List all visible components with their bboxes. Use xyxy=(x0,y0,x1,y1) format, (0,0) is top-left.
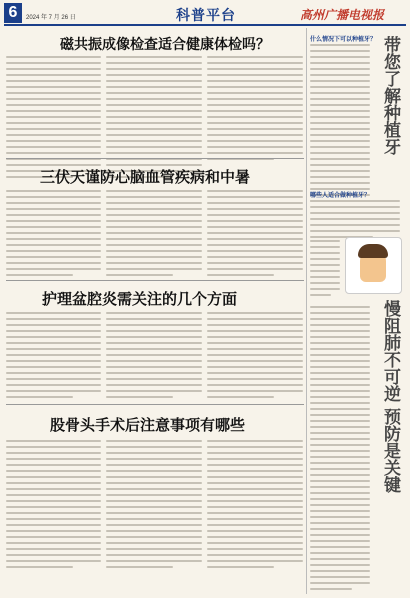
article-divider-2 xyxy=(6,280,304,281)
column-separator xyxy=(306,28,307,594)
article-body-1c xyxy=(207,56,303,164)
sidebar-body-1 xyxy=(310,44,370,206)
article-divider-1 xyxy=(6,158,304,159)
sidebar-body-2 xyxy=(310,200,400,242)
masthead: 高州广播电视报 xyxy=(300,8,385,22)
article-headline-1: 磁共振成像检查适合健康体检吗？ xyxy=(60,37,270,53)
article-body-1 xyxy=(6,56,101,182)
article-headline-3: 护理盆腔炎需关注的几个方面 xyxy=(42,290,238,308)
sidebar-body-2b xyxy=(310,240,340,300)
article-body-4b xyxy=(106,440,202,572)
article-divider-3 xyxy=(6,404,304,405)
section-title: 科普平台 xyxy=(176,8,236,24)
article-body-3b xyxy=(106,312,202,402)
sidebar-vertical-title-bottom: 慢阻肺不可逆 预防是关键 xyxy=(380,300,400,493)
article-body-3 xyxy=(6,312,101,402)
sidebar-subhead-1: 什么情况下可以种植牙？ xyxy=(310,37,377,43)
hair-shape xyxy=(358,244,388,258)
page-header xyxy=(0,0,410,26)
article-body-4 xyxy=(6,440,101,572)
article-body-4c xyxy=(207,440,303,572)
article-body-2 xyxy=(6,190,101,280)
article-body-2c xyxy=(207,190,303,280)
illustration-image xyxy=(345,237,402,294)
sidebar-vertical-title-top: 带您了解种植牙 xyxy=(380,36,400,155)
page-number: 6 xyxy=(4,3,22,23)
issue-date: 2024 年 7 月 26 日 xyxy=(26,15,76,21)
article-headline-2: 三伏天谨防心脑血管疾病和中暑 xyxy=(40,168,251,186)
article-body-1b xyxy=(106,56,202,182)
article-headline-4: 股骨头手术后注意事项有哪些 xyxy=(50,416,246,434)
sidebar-subhead-2: 哪些人适合做种植牙？ xyxy=(310,193,371,199)
header-rule xyxy=(4,24,406,26)
article-body-3c xyxy=(207,312,303,402)
sidebar-body-3 xyxy=(310,306,370,594)
article-body-2b xyxy=(106,190,202,280)
